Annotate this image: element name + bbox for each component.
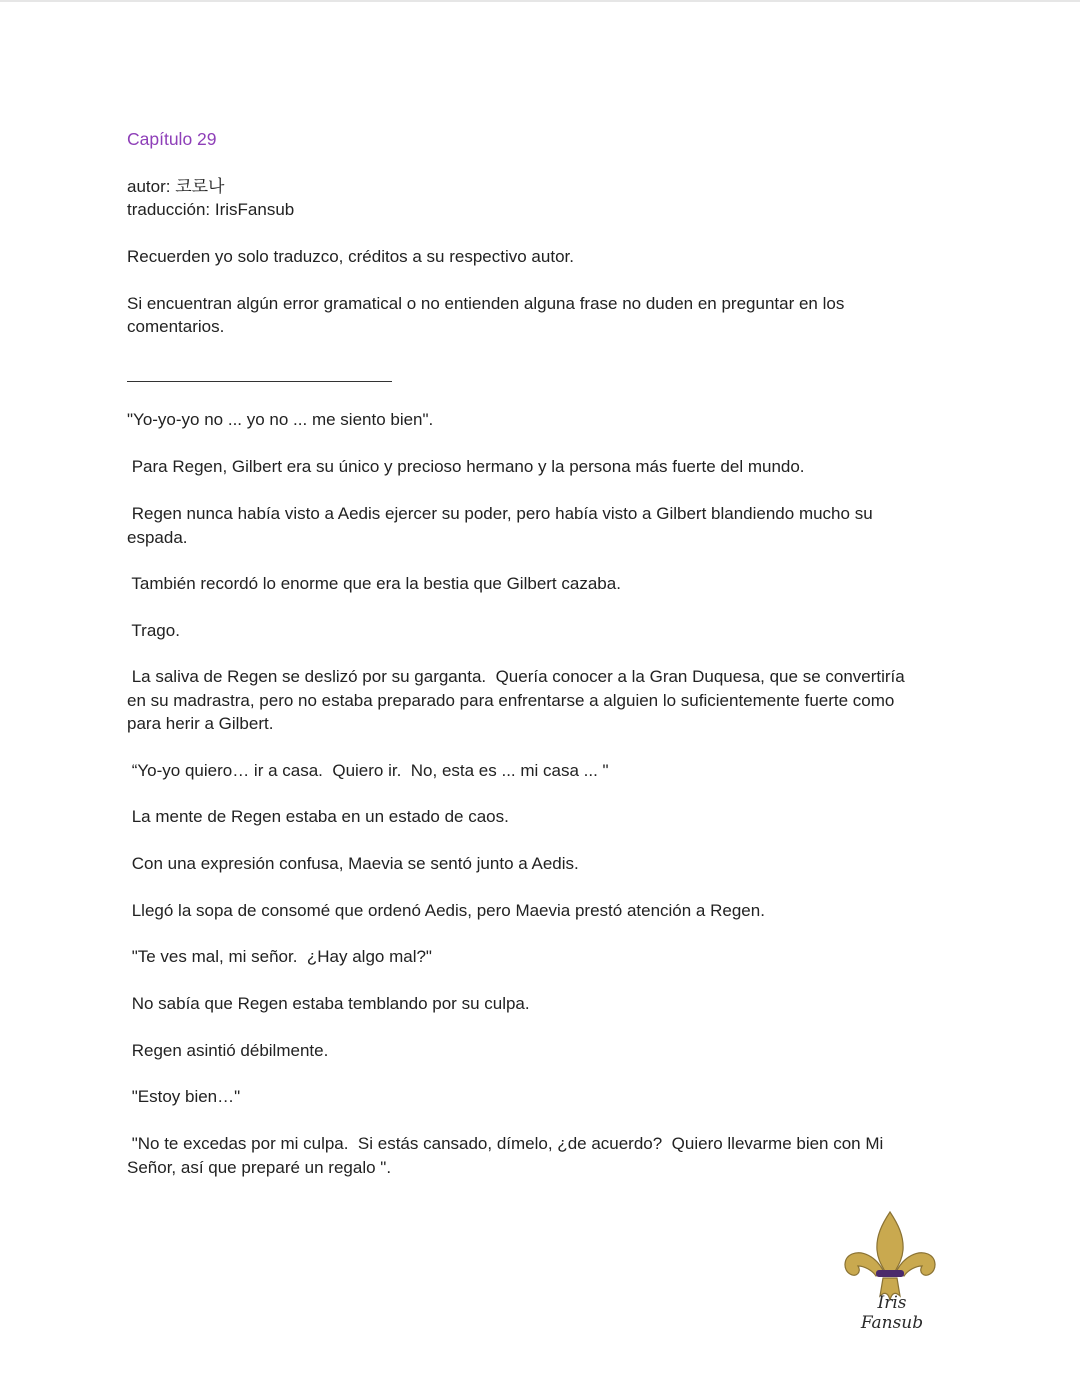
chapter-title: Capítulo 29 [127, 129, 217, 149]
story-line: También recordó lo enorme que era la bestia que Gilbert cazaba. [127, 574, 621, 593]
story-line: Regen nunca había visto a Aedis ejercer su poder, pero había visto a Gilbert blandiendo mucho su [127, 504, 873, 523]
story-line: espada. [127, 527, 188, 547]
story-line: No sabía que Regen estaba temblando por su culpa. [127, 994, 530, 1013]
story-line: "No te excedas por mi culpa. Si estás cansado, dímelo, ¿de acuerdo? Quiero llevarme bien con Mi [127, 1134, 884, 1153]
story-line: La saliva de Regen se deslizó por su garganta. Quería conocer a la Gran Duquesa, que se convertiría [127, 667, 905, 686]
story-line: en su madrastra, pero no estaba preparado para enfrentarse a alguien lo suficientemente fuerte como [127, 690, 895, 710]
story-line: Regen asintió débilmente. [127, 1041, 329, 1060]
author-line: autor: 코로나 [127, 177, 225, 196]
story-line: Para Regen, Gilbert era su único y precioso hermano y la persona más fuerte del mundo. [127, 457, 805, 476]
translation-line: traducción: IrisFansub [127, 200, 295, 219]
story-line: para herir a Gilbert. [127, 714, 274, 733]
story-line: "Yo-yo-yo no ... yo no ... me siento bien". [127, 410, 434, 429]
story-line: Trago. [127, 621, 180, 640]
story-line: La mente de Regen estaba en un estado de caos. [127, 807, 509, 826]
separator-rule [127, 381, 392, 382]
notice-line: Si encuentran algún error gramatical o no entienden alguna frase no duden en preguntar en los [127, 294, 845, 313]
story-line: "Estoy bien…" [127, 1087, 241, 1106]
story-line: Señor, así que preparé un regalo ". [127, 1157, 392, 1177]
disclaimer-line: Recuerden yo solo traduzco, créditos a su respectivo autor. [127, 247, 574, 266]
logo-text: Iris Fansub [860, 1293, 924, 1333]
story-line: "Te ves mal, mi señor. ¿Hay algo mal?" [127, 947, 432, 966]
story-line: Con una expresión confusa, Maevia se sentó junto a Aedis. [127, 854, 579, 873]
notice-line: comentarios. [127, 317, 225, 336]
story-line: “Yo-yo quiero… ir a casa. Quiero ir. No, esta es ... mi casa ... " [127, 761, 609, 780]
story-line: Llegó la sopa de consomé que ordenó Aedis, pero Maevia prestó atención a Regen. [127, 901, 765, 920]
top-border [0, 0, 1080, 2]
